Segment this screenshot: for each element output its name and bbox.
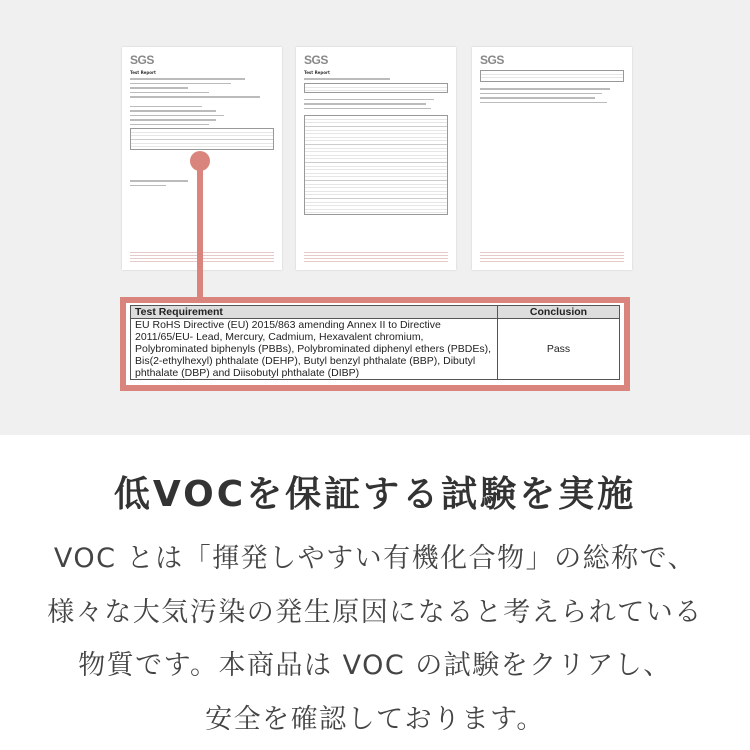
header-conclusion: Conclusion [498,306,620,319]
heading: 低VOCを保証する試験を実施 [113,474,637,515]
body-line: 様々な大気汚染の発生原因になると考えられている [47,597,703,628]
report-title: Test Report [130,70,156,75]
callout-connector [197,158,203,300]
test-requirement-callout [120,297,630,391]
requirement-table [130,305,620,380]
report-title: Test Report [304,70,330,75]
sgs-logo: SGS [480,53,504,67]
body-line: 物質です。本商品は VOC の試験をクリアし、 [78,650,672,681]
sgs-logo: SGS [130,53,154,67]
body-line: 安全を確認しております。 [205,704,545,735]
conclusion-value: Pass [498,319,620,380]
test-report-page-2 [296,47,456,270]
sgs-logo: SGS [304,53,328,67]
test-report-page-3 [472,47,632,270]
body-line: VOC とは「揮発しやすい有機化合物」の総称で、 [53,543,697,574]
requirement-text: EU RoHS Directive (EU) 2015/863 amending Annex II to Directive 2011/65/EU- Lead, Mercury, Cadmium, Hexavalent chromium, Polybrominated biphenyls (PBBs), Polybrominated diphenyl ethers (PBDEs), Bis(2-ethylhexyl) phthalate (DEHP), Butyl benzyl phthalate (BBP), Dibutyl phthalate (DBP) and Diisobutyl phthalate (DIBP) [131,319,498,380]
header-requirement: Test Requirement [131,306,498,319]
callout-marker [190,151,210,171]
